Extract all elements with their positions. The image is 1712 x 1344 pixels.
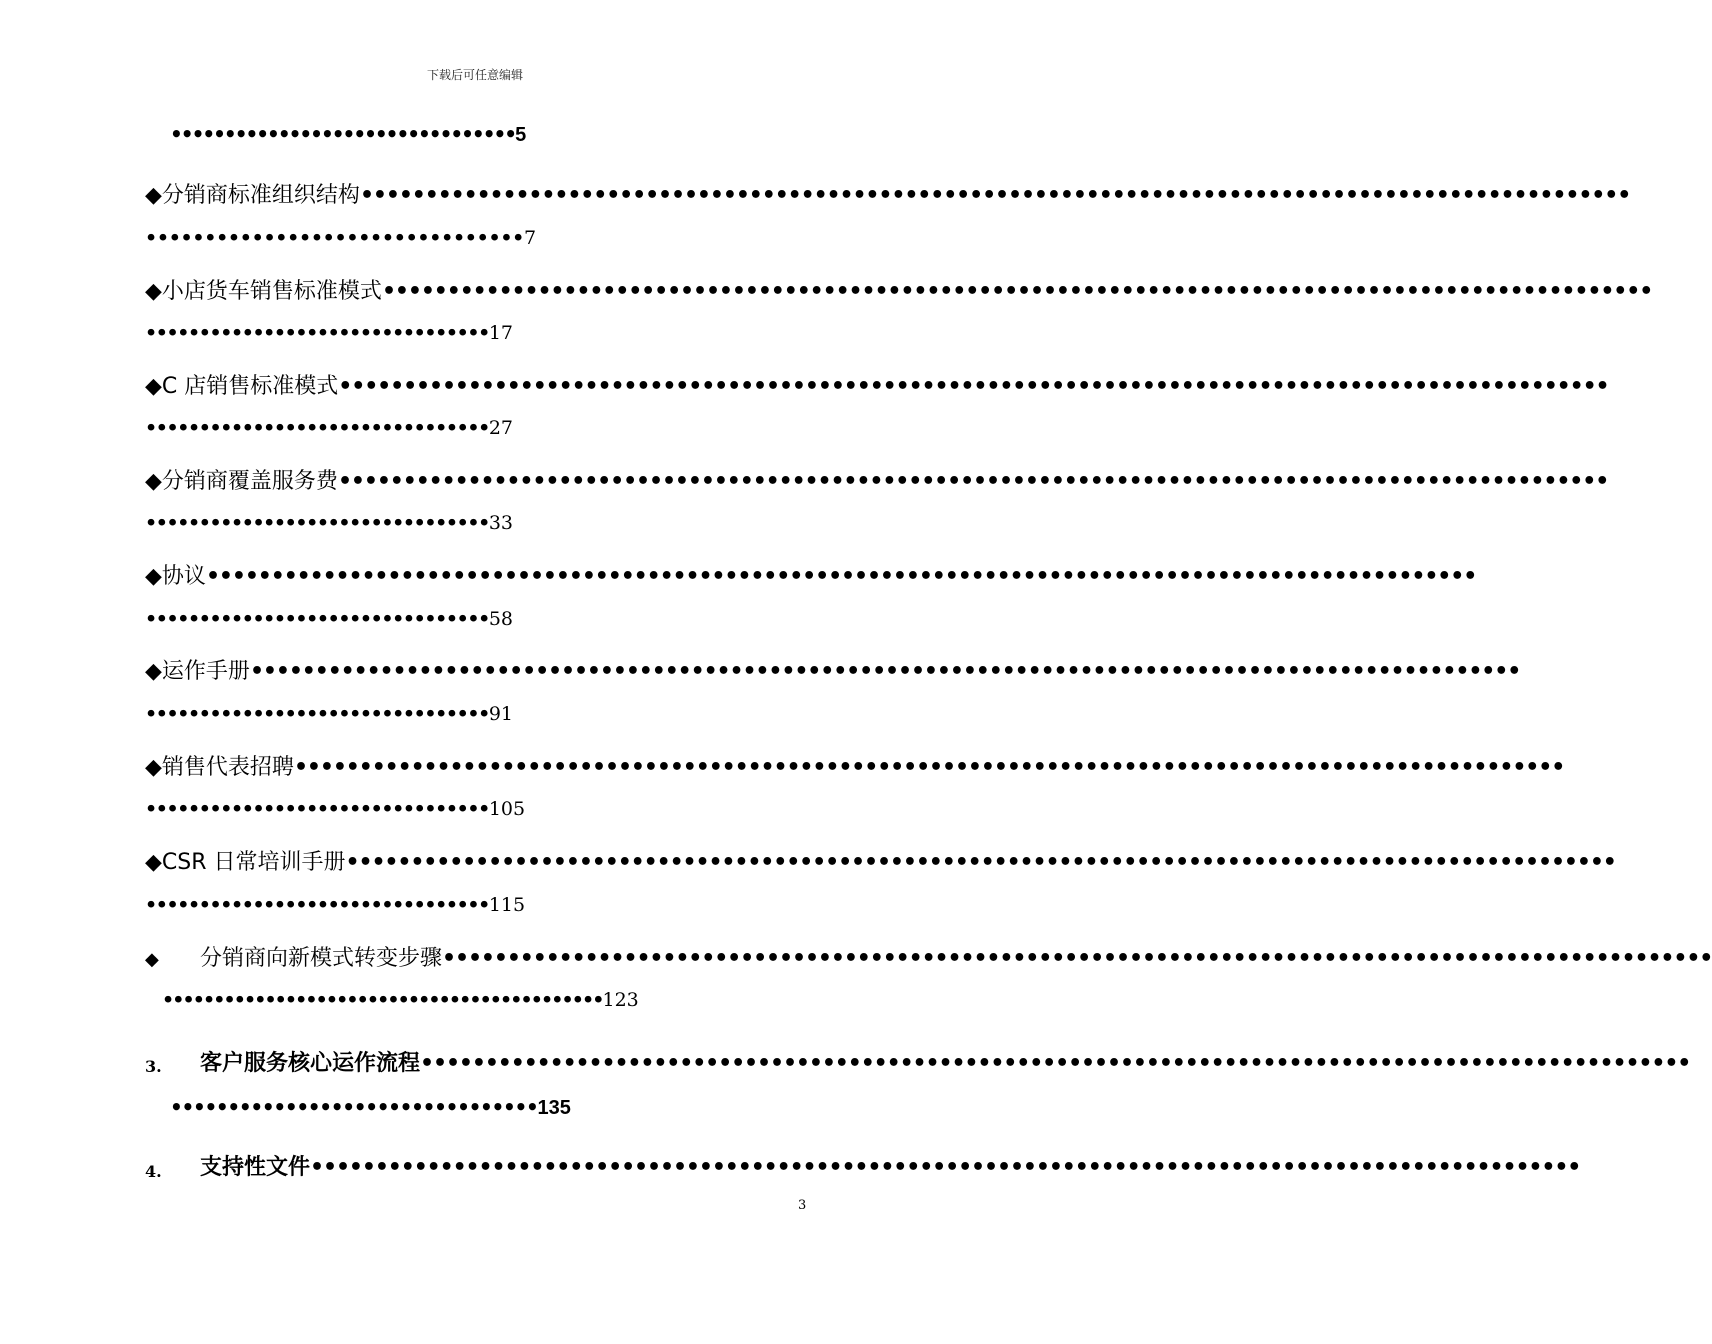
toc-page-number: 123 — [602, 989, 639, 1011]
toc-entry-title: C 店销售标准模式 — [161, 374, 339, 399]
toc-leader-dots: •••••••••••••••••••••••••••••••••••••••••••••••••••••••••••••••••••••••••••••••••••••••••••••••••• — [420, 1051, 1691, 1076]
section-number: 4. — [145, 1162, 162, 1181]
toc-leader-dots: •••••••••••••••••••••••••••••••• — [145, 798, 489, 820]
toc-entry — [145, 946, 1712, 971]
toc-leader-dots: ••••••••••••••••••••••••••••••••••••••••••• — [162, 989, 603, 1011]
section-title: 支持性文件 — [200, 1155, 311, 1180]
toc-leader-dots: •••••••••••••••••••••••••••••••••••••••••••••••••••••••••••••••••••••••••••••••••••••••••••••••••• — [359, 183, 1631, 208]
diamond-bullet-icon: ◆ — [145, 469, 162, 494]
toc-entry — [145, 469, 1609, 494]
diamond-bullet-icon: ◆ — [145, 755, 162, 780]
toc-entry-title: 销售代表招聘 — [161, 755, 294, 780]
toc-entry-title: 小店货车销售标准模式 — [161, 279, 382, 304]
page-number: 3 — [798, 1198, 807, 1213]
section-entry — [200, 1155, 1581, 1180]
toc-leader-dots: •••••••••••••••••••••••••••••••••••••••••••••••••••••••••••••••••••••••••••••••••••••••••••••••••• — [345, 850, 1616, 875]
toc-entry — [145, 183, 1631, 208]
toc-entry-title: 分销商覆盖服务费 — [161, 469, 338, 494]
toc-leader-dots: •••••••••••••••••••••••••••••••• — [170, 1095, 538, 1119]
toc-leader-dots: •••••••••••••••••••••••••••••••• — [145, 417, 489, 439]
toc-entry — [145, 564, 1477, 589]
toc-continuation-line — [145, 229, 536, 248]
toc-leader-dots: •••••••••••••••••••••••••••••••••••••••••••••••••••••••••••••••••••••••••••••••••••••••••••••••••• — [442, 946, 1712, 971]
toc-page-number: 27 — [488, 417, 513, 439]
toc-leader-dots: •••••••••••••••••••••••••••••••• — [145, 894, 489, 916]
toc-page-number: 115 — [488, 894, 526, 916]
toc-page-number: 7 — [524, 227, 537, 249]
toc-entry-title: 协议 — [161, 564, 206, 589]
toc-leader-dots: •••••••••••••••••••••••••••••••••••••••••••••••••••••••••••••••••••••••••••••••••••••••••••••••••• — [249, 659, 1521, 684]
toc-continuation-line — [145, 800, 525, 819]
diamond-bullet-icon: ◆ — [145, 850, 162, 875]
toc-leader-dots: •••••••••••••••••••••••••••••••••••••••••••••••••••••••••••••••••••••••••••••••••••••••••••••••••• — [293, 755, 1565, 780]
toc-entry — [145, 755, 1565, 780]
toc-entry — [145, 850, 1616, 875]
section-entry — [200, 1051, 1691, 1076]
toc-continuation-line — [170, 1097, 571, 1118]
toc-leader-dots: •••••••••••••••••••••••••••••••• — [145, 512, 489, 534]
toc-continuation-line — [145, 610, 513, 629]
toc-leader-dots: •••••••••••••••••••••••••••••••••••••••••••••••••••••••••••••••••••••••••••••••••••••••••••••••••• — [381, 279, 1653, 304]
toc-continuation-line — [145, 514, 513, 533]
toc-leader-dots: •••••••••••••••••••••••••••••••• — [145, 703, 489, 725]
toc-entry-title: CSR 日常培训手册 — [161, 850, 346, 875]
toc-leader-dots: •••••••••••••••••••••••••••••••••••••••••••••••••••••••••••••••••••••••••••••••••••••••••••••••••• — [205, 564, 1477, 589]
toc-leader-dots: •••••••••••••••••••••••••••••••••••••••••••••••••••••••••••••••••••••••••••••••••••••••••••••••••• — [310, 1155, 1581, 1180]
toc-continuation-line — [170, 124, 526, 145]
toc-entry-title: 分销商向新模式转变步骤 — [200, 946, 443, 971]
section-title: 客户服务核心运作流程 — [200, 1051, 421, 1076]
diamond-bullet-icon: ◆ — [145, 279, 162, 304]
toc-leader-dots: •••••••••••••••••••••••••••••••• — [145, 608, 489, 630]
toc-page-number: 105 — [488, 798, 526, 820]
diamond-bullet-icon: ◆ — [145, 659, 162, 684]
toc-leader-dots: •••••••••••••••••••••••••••••••• — [145, 227, 525, 249]
toc-entry-title: 分销商标准组织结构 — [161, 183, 360, 208]
diamond-bullet-icon: ◆ — [145, 183, 162, 208]
toc-page-number: 135 — [537, 1097, 571, 1119]
toc-leader-dots: •••••••••••••••••••••••••••••••••••••••••••••••••••••••••••••••••••••••••••••••••••••••••••••••••• — [338, 374, 1609, 399]
toc-page-number: 58 — [488, 608, 513, 630]
toc-entry — [145, 659, 1521, 684]
toc-page-number: 17 — [488, 322, 513, 344]
toc-continuation-line — [145, 896, 525, 915]
diamond-bullet-icon: ◆ — [145, 374, 162, 399]
section-number: 3. — [145, 1057, 162, 1076]
toc-leader-dots: •••••••••••••••••••••••••••••••• — [145, 322, 489, 344]
toc-entry — [145, 374, 1609, 399]
diamond-bullet-icon: ◆ — [145, 949, 159, 970]
toc-continuation-line — [145, 324, 513, 343]
toc-page-number: 91 — [488, 703, 513, 725]
toc-continuation-line — [145, 705, 513, 724]
toc-entry — [145, 279, 1653, 304]
header-note: 下载后可任意编辑 — [426, 68, 523, 82]
toc-continuation-line — [162, 991, 639, 1010]
toc-page-number: 33 — [488, 512, 513, 534]
toc-leader-dots: •••••••••••••••••••••••••••••••• — [170, 122, 516, 146]
toc-leader-dots: •••••••••••••••••••••••••••••••••••••••••••••••••••••••••••••••••••••••••••••••••••••••••••••••••• — [337, 469, 1609, 494]
toc-entry-title: 运作手册 — [161, 659, 250, 684]
toc-page-number: 5 — [515, 124, 527, 146]
toc-continuation-line — [145, 419, 513, 438]
diamond-bullet-icon: ◆ — [145, 564, 162, 589]
